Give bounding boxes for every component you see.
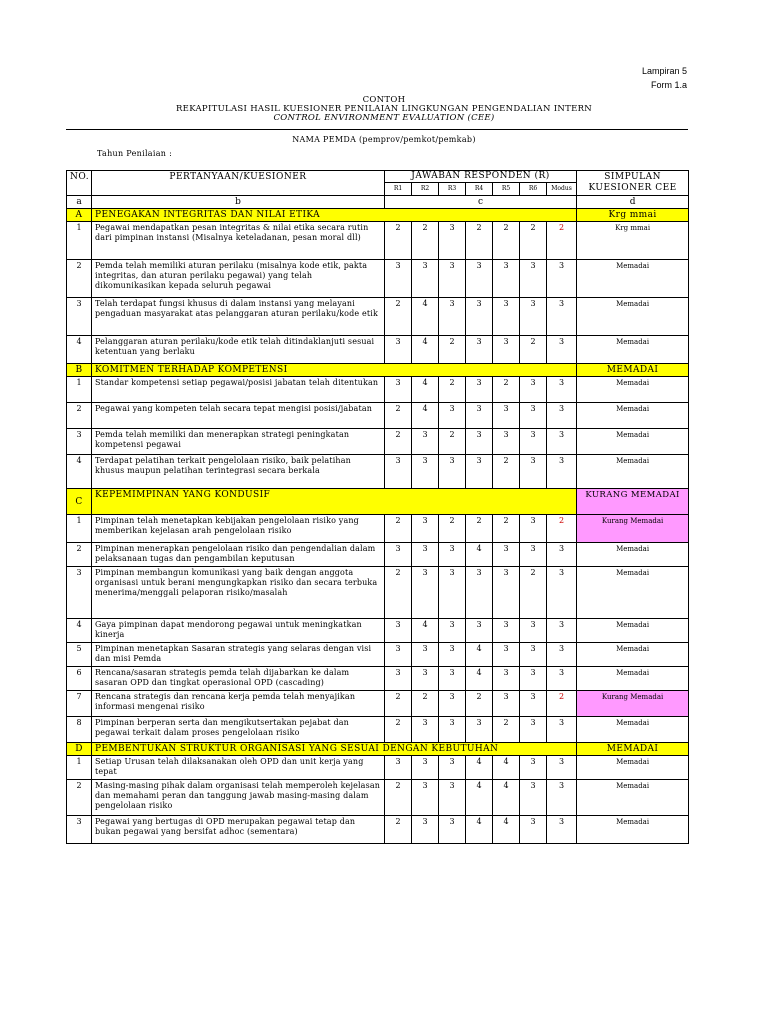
response-value-r4: 4 bbox=[466, 667, 493, 691]
response-value-r4: 3 bbox=[466, 717, 493, 743]
response-value-r6: 3 bbox=[520, 756, 547, 780]
header-sub-modus: Modus bbox=[547, 183, 577, 196]
response-value-r4: 3 bbox=[466, 377, 493, 403]
response-value-r6: 3 bbox=[520, 816, 547, 844]
response-value-r3: 3 bbox=[439, 780, 466, 816]
section-row-b bbox=[67, 364, 689, 377]
question-row bbox=[67, 543, 689, 567]
question-text: Standar kompetensi setiap pegawai/posisi jabatan telah ditentukan bbox=[92, 377, 385, 403]
question-row bbox=[67, 643, 689, 667]
question-number: 7 bbox=[67, 691, 92, 717]
response-value-r5: 3 bbox=[493, 260, 520, 298]
response-value-r3: 3 bbox=[439, 455, 466, 489]
contoh-label: CONTOH bbox=[362, 95, 406, 105]
section-title: PENEGAKAN INTEGRITAS DAN NILAI ETIKA bbox=[92, 209, 577, 222]
response-value-r6: 3 bbox=[520, 543, 547, 567]
section-code: A bbox=[67, 209, 92, 222]
section-title: KOMITMEN TERHADAP KOMPETENSI bbox=[92, 364, 577, 377]
response-value-r3: 3 bbox=[439, 667, 466, 691]
response-value-r4: 2 bbox=[466, 691, 493, 717]
response-value-r6: 3 bbox=[520, 515, 547, 543]
response-value-r4: 4 bbox=[466, 756, 493, 780]
response-value-r1: 3 bbox=[385, 260, 412, 298]
question-text: Pelanggaran aturan perilaku/kode etik telah ditindaklanjuti sesuai ketentuan yang berlaku bbox=[92, 336, 385, 364]
header-sub-r3: R3 bbox=[439, 183, 466, 196]
question-result: Memadai bbox=[577, 455, 689, 489]
modus-value: 3 bbox=[547, 667, 577, 691]
response-value-r3: 3 bbox=[439, 717, 466, 743]
response-value-r5: 3 bbox=[493, 336, 520, 364]
modus-value: 2 bbox=[547, 515, 577, 543]
response-value-r1: 2 bbox=[385, 429, 412, 455]
response-value-r4: 2 bbox=[466, 222, 493, 260]
question-number: 2 bbox=[67, 543, 92, 567]
response-value-r6: 3 bbox=[520, 717, 547, 743]
section-result: KURANG MEMADAI bbox=[577, 489, 689, 515]
header-sub-r2: R2 bbox=[412, 183, 439, 196]
modus-value: 3 bbox=[547, 717, 577, 743]
modus-value: 3 bbox=[547, 643, 577, 667]
response-value-r4: 2 bbox=[466, 515, 493, 543]
response-value-r6: 3 bbox=[520, 429, 547, 455]
response-value-r2: 3 bbox=[412, 667, 439, 691]
question-number: 6 bbox=[67, 667, 92, 691]
response-value-r5: 3 bbox=[493, 543, 520, 567]
response-value-r2: 3 bbox=[412, 780, 439, 816]
response-value-r3: 3 bbox=[439, 816, 466, 844]
section-code: D bbox=[67, 743, 92, 756]
question-result: Memadai bbox=[577, 429, 689, 455]
response-value-r5: 2 bbox=[493, 717, 520, 743]
response-value-r6: 3 bbox=[520, 780, 547, 816]
question-row bbox=[67, 336, 689, 364]
question-text: Terdapat pelatihan terkait pengelolaan risiko, baik pelatihan khusus maupun pelatihan terintegrasi secara berkala bbox=[92, 455, 385, 489]
response-value-r4: 3 bbox=[466, 298, 493, 336]
modus-value: 3 bbox=[547, 336, 577, 364]
section-code: C bbox=[67, 489, 92, 515]
column-letter-c: c bbox=[385, 196, 577, 209]
response-value-r4: 4 bbox=[466, 816, 493, 844]
question-row bbox=[67, 816, 689, 844]
question-result: Memadai bbox=[577, 567, 689, 619]
question-text: Pegawai mendapatkan pesan integritas & nilai etika secara rutin dari pimpinan instansi (Misalnya keteladanan, pesan moral dll) bbox=[92, 222, 385, 260]
response-value-r2: 3 bbox=[412, 756, 439, 780]
response-value-r2: 3 bbox=[412, 543, 439, 567]
modus-value: 3 bbox=[547, 377, 577, 403]
response-value-r6: 2 bbox=[520, 567, 547, 619]
question-number: 4 bbox=[67, 455, 92, 489]
header-sub-r6: R6 bbox=[520, 183, 547, 196]
response-value-r6: 3 bbox=[520, 403, 547, 429]
response-value-r2: 3 bbox=[412, 455, 439, 489]
response-value-r1: 2 bbox=[385, 780, 412, 816]
response-value-r3: 3 bbox=[439, 260, 466, 298]
response-value-r5: 2 bbox=[493, 515, 520, 543]
modus-value: 3 bbox=[547, 429, 577, 455]
response-value-r6: 3 bbox=[520, 455, 547, 489]
response-value-r6: 3 bbox=[520, 377, 547, 403]
response-value-r1: 3 bbox=[385, 455, 412, 489]
response-value-r2: 3 bbox=[412, 567, 439, 619]
question-number: 3 bbox=[67, 298, 92, 336]
response-value-r2: 4 bbox=[412, 298, 439, 336]
response-value-r2: 3 bbox=[412, 643, 439, 667]
response-value-r2: 3 bbox=[412, 515, 439, 543]
response-value-r6: 3 bbox=[520, 643, 547, 667]
response-value-r2: 4 bbox=[412, 619, 439, 643]
response-value-r6: 2 bbox=[520, 222, 547, 260]
question-text: Rencana strategis dan rencana kerja pemda telah menyajikan informasi mengenai risiko bbox=[92, 691, 385, 717]
question-row bbox=[67, 667, 689, 691]
document-title: REKAPITULASI HASIL KUESIONER PENILAIAN LINGKUNGAN PENGENDALIAN INTERN bbox=[175, 104, 593, 114]
column-letter-a: a bbox=[67, 196, 92, 209]
response-value-r5: 2 bbox=[493, 455, 520, 489]
question-row bbox=[67, 298, 689, 336]
header-sub-r4: R4 bbox=[466, 183, 493, 196]
title-divider bbox=[66, 129, 688, 130]
response-value-r6: 3 bbox=[520, 667, 547, 691]
question-text: Telah terdapat fungsi khusus di dalam instansi yang melayani pengaduan masyarakat atas pelanggaran aturan perilaku/kode etik bbox=[92, 298, 385, 336]
response-value-r4: 3 bbox=[466, 619, 493, 643]
modus-value: 3 bbox=[547, 816, 577, 844]
section-result: Krg mmai bbox=[577, 209, 689, 222]
header-sub-r1: R1 bbox=[385, 183, 412, 196]
question-result: Memadai bbox=[577, 717, 689, 743]
question-text: Pimpinan berperan serta dan mengikutsertakan pejabat dan pegawai terkait dalam proses pengelolaan risiko bbox=[92, 717, 385, 743]
response-value-r3: 2 bbox=[439, 515, 466, 543]
question-row bbox=[67, 691, 689, 717]
question-result: Memadai bbox=[577, 543, 689, 567]
question-number: 2 bbox=[67, 403, 92, 429]
question-number: 5 bbox=[67, 643, 92, 667]
response-value-r3: 2 bbox=[439, 429, 466, 455]
question-result: Kurang Memadai bbox=[577, 515, 689, 543]
question-row bbox=[67, 717, 689, 743]
response-value-r4: 4 bbox=[466, 643, 493, 667]
question-text: Setiap Urusan telah dilaksanakan oleh OPD dan unit kerja yang tepat bbox=[92, 756, 385, 780]
header-no: NO. bbox=[67, 171, 92, 196]
response-value-r6: 2 bbox=[520, 336, 547, 364]
response-value-r6: 3 bbox=[520, 260, 547, 298]
question-text: Pimpinan menerapkan pengelolaan risiko dan pengendalian dalam pelaksanaan tugas dan pengambilan keputusan bbox=[92, 543, 385, 567]
response-value-r4: 4 bbox=[466, 543, 493, 567]
question-result: Memadai bbox=[577, 780, 689, 816]
question-number: 3 bbox=[67, 816, 92, 844]
response-value-r4: 4 bbox=[466, 780, 493, 816]
response-value-r3: 3 bbox=[439, 567, 466, 619]
question-row bbox=[67, 756, 689, 780]
lampiran-label: Lampiran 5 bbox=[641, 66, 687, 76]
question-number: 8 bbox=[67, 717, 92, 743]
header-jawaban: JAWABAN RESPONDEN (R) bbox=[385, 171, 577, 183]
modus-value: 3 bbox=[547, 455, 577, 489]
response-value-r5: 3 bbox=[493, 567, 520, 619]
response-value-r4: 3 bbox=[466, 455, 493, 489]
section-title: PEMBENTUKAN STRUKTUR ORGANISASI YANG SESUAI DENGAN KEBUTUHAN bbox=[92, 743, 577, 756]
response-value-r2: 3 bbox=[412, 260, 439, 298]
question-text: Pegawai yang bertugas di OPD merupakan pegawai tetap dan bukan pegawai yang bersifat adhoc (sementara) bbox=[92, 816, 385, 844]
question-number: 3 bbox=[67, 567, 92, 619]
response-value-r2: 4 bbox=[412, 336, 439, 364]
question-row bbox=[67, 455, 689, 489]
modus-value: 3 bbox=[547, 567, 577, 619]
response-value-r4: 3 bbox=[466, 403, 493, 429]
section-code: B bbox=[67, 364, 92, 377]
question-number: 1 bbox=[67, 377, 92, 403]
response-value-r3: 2 bbox=[439, 377, 466, 403]
response-value-r5: 4 bbox=[493, 816, 520, 844]
question-text: Pimpinan menetapkan Sasaran strategis yang selaras dengan visi dan misi Pemda bbox=[92, 643, 385, 667]
question-row bbox=[67, 567, 689, 619]
section-title: KEPEMIMPINAN YANG KONDUSIF bbox=[92, 489, 577, 515]
header-pertanyaan: PERTANYAAN/KUESIONER bbox=[92, 171, 385, 196]
response-value-r1: 3 bbox=[385, 336, 412, 364]
response-value-r5: 3 bbox=[493, 691, 520, 717]
response-value-r5: 3 bbox=[493, 643, 520, 667]
question-row bbox=[67, 515, 689, 543]
question-number: 2 bbox=[67, 260, 92, 298]
modus-value: 3 bbox=[547, 543, 577, 567]
question-number: 1 bbox=[67, 756, 92, 780]
tahun-penilaian-label: Tahun Penilaian : bbox=[97, 149, 173, 158]
response-value-r4: 3 bbox=[466, 429, 493, 455]
response-value-r3: 3 bbox=[439, 756, 466, 780]
question-number: 1 bbox=[67, 515, 92, 543]
response-value-r1: 2 bbox=[385, 403, 412, 429]
response-value-r3: 3 bbox=[439, 403, 466, 429]
modus-value: 3 bbox=[547, 403, 577, 429]
question-result: Memadai bbox=[577, 643, 689, 667]
question-result: Memadai bbox=[577, 260, 689, 298]
response-value-r6: 3 bbox=[520, 691, 547, 717]
question-row bbox=[67, 429, 689, 455]
question-text: Pegawai yang kompeten telah secara tepat mengisi posisi/jabatan bbox=[92, 403, 385, 429]
question-result: Memadai bbox=[577, 816, 689, 844]
question-result: Memadai bbox=[577, 403, 689, 429]
modus-value: 3 bbox=[547, 756, 577, 780]
response-value-r3: 3 bbox=[439, 222, 466, 260]
question-row bbox=[67, 403, 689, 429]
section-result: MEMADAI bbox=[577, 743, 689, 756]
question-text: Pemda telah memiliki dan menerapkan strategi peningkatan kompetensi pegawai bbox=[92, 429, 385, 455]
question-result: Memadai bbox=[577, 298, 689, 336]
question-number: 1 bbox=[67, 222, 92, 260]
column-letter-d: d bbox=[577, 196, 689, 209]
question-text: Masing-masing pihak dalam organisasi telah memperoleh kejelasan dan memahami peran dan tanggung jawab masing-masing dalam pengelolaan risiko bbox=[92, 780, 385, 816]
response-value-r5: 2 bbox=[493, 377, 520, 403]
question-result: Memadai bbox=[577, 667, 689, 691]
question-result: Kurang Memadai bbox=[577, 691, 689, 717]
question-result: Memadai bbox=[577, 377, 689, 403]
modus-value: 2 bbox=[547, 691, 577, 717]
response-value-r3: 2 bbox=[439, 336, 466, 364]
question-text: Pimpinan membangun komunikasi yang baik dengan anggota organisasi untuk berani mengungkapkan risiko dan secara terbuka menerima/menggali pelaporan risiko/masalah bbox=[92, 567, 385, 619]
document-subtitle: CONTROL ENVIRONMENT EVALUATION (CEE) bbox=[273, 113, 495, 123]
section-row-d bbox=[67, 743, 689, 756]
question-row bbox=[67, 619, 689, 643]
response-value-r2: 4 bbox=[412, 377, 439, 403]
response-value-r1: 3 bbox=[385, 377, 412, 403]
question-number: 2 bbox=[67, 780, 92, 816]
modus-value: 3 bbox=[547, 298, 577, 336]
section-row-c bbox=[67, 489, 689, 515]
response-value-r2: 3 bbox=[412, 816, 439, 844]
question-number: 3 bbox=[67, 429, 92, 455]
response-value-r3: 3 bbox=[439, 543, 466, 567]
column-letter-b: b bbox=[92, 196, 385, 209]
question-result: Memadai bbox=[577, 336, 689, 364]
question-result: Memadai bbox=[577, 619, 689, 643]
question-number: 4 bbox=[67, 336, 92, 364]
question-text: Pimpinan telah menetapkan kebijakan pengelolaan risiko yang memberikan kejelasan arah pengelolaan risiko bbox=[92, 515, 385, 543]
recap-table bbox=[66, 170, 689, 844]
response-value-r1: 3 bbox=[385, 543, 412, 567]
question-row bbox=[67, 377, 689, 403]
response-value-r5: 4 bbox=[493, 756, 520, 780]
response-value-r5: 3 bbox=[493, 403, 520, 429]
response-value-r4: 3 bbox=[466, 260, 493, 298]
response-value-r5: 2 bbox=[493, 222, 520, 260]
response-value-r2: 3 bbox=[412, 717, 439, 743]
modus-value: 3 bbox=[547, 260, 577, 298]
response-value-r2: 4 bbox=[412, 403, 439, 429]
response-value-r6: 3 bbox=[520, 619, 547, 643]
response-value-r5: 3 bbox=[493, 619, 520, 643]
response-value-r5: 3 bbox=[493, 298, 520, 336]
question-number: 4 bbox=[67, 619, 92, 643]
response-value-r4: 3 bbox=[466, 567, 493, 619]
section-result: MEMADAI bbox=[577, 364, 689, 377]
question-result: Krg mmai bbox=[577, 222, 689, 260]
response-value-r2: 2 bbox=[412, 222, 439, 260]
form-label: Form 1.a bbox=[650, 80, 687, 90]
question-text: Rencana/sasaran strategis pemda telah dijabarkan ke dalam sasaran OPD dan tingkat operasional OPD (cascading) bbox=[92, 667, 385, 691]
header-sub-r5: R5 bbox=[493, 183, 520, 196]
response-value-r3: 3 bbox=[439, 643, 466, 667]
modus-value: 2 bbox=[547, 222, 577, 260]
question-row bbox=[67, 260, 689, 298]
question-result: Memadai bbox=[577, 756, 689, 780]
question-row bbox=[67, 780, 689, 816]
response-value-r5: 4 bbox=[493, 780, 520, 816]
question-row bbox=[67, 222, 689, 260]
response-value-r3: 3 bbox=[439, 298, 466, 336]
response-value-r1: 3 bbox=[385, 756, 412, 780]
response-value-r6: 3 bbox=[520, 298, 547, 336]
response-value-r3: 3 bbox=[439, 691, 466, 717]
modus-value: 3 bbox=[547, 619, 577, 643]
question-text: Gaya pimpinan dapat mendorong pegawai untuk meningkatkan kinerja bbox=[92, 619, 385, 643]
response-value-r1: 2 bbox=[385, 691, 412, 717]
response-value-r1: 2 bbox=[385, 567, 412, 619]
question-text: Pemda telah memiliki aturan perilaku (misalnya kode etik, pakta integritas, dan aturan perilaku pegawai) yang telah dikomunikasikan kepada seluruh pegawai bbox=[92, 260, 385, 298]
response-value-r1: 3 bbox=[385, 643, 412, 667]
response-value-r2: 2 bbox=[412, 691, 439, 717]
response-value-r2: 3 bbox=[412, 429, 439, 455]
header-simpulan: SIMPULAN KUESIONER CEE bbox=[577, 171, 689, 196]
response-value-r1: 2 bbox=[385, 816, 412, 844]
response-value-r1: 3 bbox=[385, 619, 412, 643]
response-value-r5: 3 bbox=[493, 667, 520, 691]
modus-value: 3 bbox=[547, 780, 577, 816]
response-value-r1: 2 bbox=[385, 717, 412, 743]
response-value-r1: 3 bbox=[385, 667, 412, 691]
response-value-r1: 2 bbox=[385, 298, 412, 336]
response-value-r1: 2 bbox=[385, 222, 412, 260]
response-value-r1: 2 bbox=[385, 515, 412, 543]
response-value-r4: 3 bbox=[466, 336, 493, 364]
nama-pemda-label: NAMA PEMDA (pemprov/pemkot/pemkab) bbox=[292, 135, 476, 144]
response-value-r3: 3 bbox=[439, 619, 466, 643]
response-value-r5: 3 bbox=[493, 429, 520, 455]
section-row-a bbox=[67, 209, 689, 222]
